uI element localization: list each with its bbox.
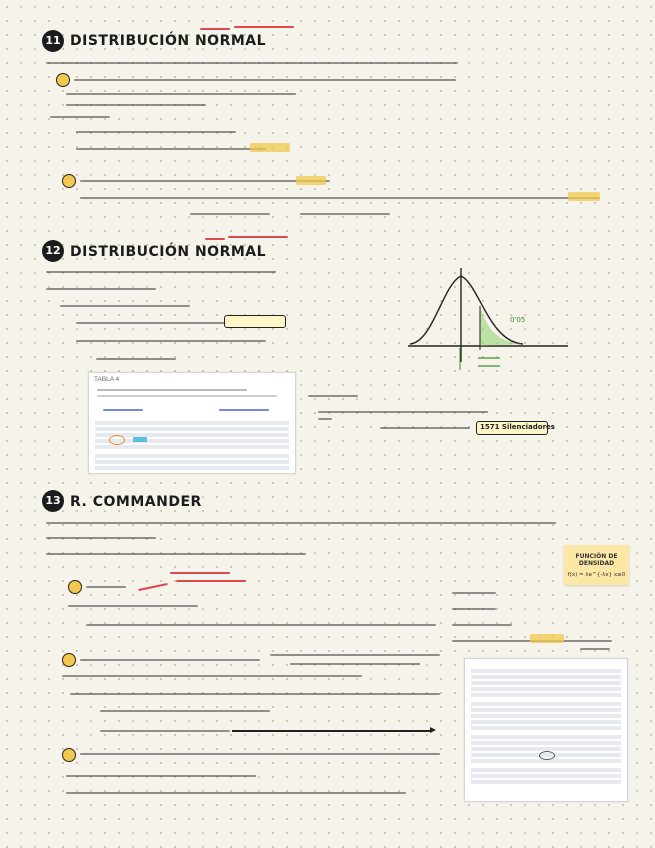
table-1-grid: [471, 669, 621, 786]
handwritten-line: [70, 693, 440, 695]
handwritten-line: [46, 522, 556, 524]
section-11-badge: 11: [42, 30, 64, 52]
handwritten-line: [80, 197, 600, 199]
highlighted-value: [250, 143, 290, 152]
table-subtitle-stroke: [97, 395, 277, 397]
handwritten-line: [452, 624, 512, 626]
red-note-line: [228, 236, 288, 238]
highlighted-value: [568, 192, 600, 201]
highlighted-value: [296, 176, 326, 185]
circled-cell-mark: [539, 751, 555, 760]
handwritten-line: [190, 213, 270, 215]
red-note-line: [170, 572, 230, 574]
table-1-image: [464, 658, 628, 802]
section-13-title: R. COMMANDER: [70, 494, 202, 510]
handwritten-line: [380, 427, 470, 429]
handwritten-line: [50, 116, 110, 118]
item-c-marker: [62, 748, 76, 762]
sticky-note-formula: f(x) = λe^{-λx} x≥0: [567, 572, 626, 578]
handwritten-line: [46, 62, 458, 64]
red-arrow-stroke: [138, 583, 168, 591]
handwritten-line: [66, 104, 206, 106]
handwritten-line: [76, 340, 266, 342]
item-b-marker: [62, 653, 76, 667]
blue-cell-mark: [133, 437, 147, 442]
handwritten-line: [46, 271, 276, 273]
arrow-to-table: [232, 730, 432, 732]
handwritten-line: [318, 418, 332, 420]
handwritten-line: [452, 608, 496, 610]
normal-curve-graph: [398, 262, 573, 382]
handwritten-line: [580, 648, 610, 650]
handwritten-line: [270, 654, 440, 656]
red-note-line: [205, 238, 225, 240]
handwritten-line: [290, 663, 420, 665]
answer-box-label: 1571 Silenciadores: [480, 423, 555, 431]
handwritten-line: [80, 753, 440, 755]
table-4-image: [88, 372, 296, 474]
section-12-title: DISTRIBUCIÓN NORMAL: [70, 244, 267, 260]
table-4-caption: TABLA 4: [94, 376, 120, 383]
red-note-line: [176, 580, 246, 582]
handwritten-line: [74, 79, 456, 81]
section-12-badge: 12: [42, 240, 64, 262]
handwritten-line: [80, 659, 260, 661]
bell-curve: [410, 276, 526, 344]
highlighted-value: [530, 634, 564, 643]
section-11-title: DISTRIBUCIÓN NORMAL: [70, 33, 267, 49]
table-subtitle-stroke: [97, 389, 247, 391]
handwritten-line: [308, 395, 358, 397]
handwritten-line: [86, 624, 436, 626]
handwritten-line: [80, 180, 330, 182]
handwritten-line: [60, 305, 190, 307]
handwritten-line: [66, 93, 296, 95]
handwritten-line: [96, 358, 176, 360]
sticky-note-heading: FUNCIÓN DE DENSIDAD: [575, 553, 618, 567]
handwritten-line: [300, 213, 390, 215]
handwritten-line: [68, 605, 198, 607]
orange-circle-mark: [109, 435, 125, 445]
handwritten-line: [100, 710, 270, 712]
handwritten-line: [66, 792, 406, 794]
handwritten-line: [46, 288, 156, 290]
blue-annotation-stroke: [219, 409, 269, 411]
red-note-line: [200, 28, 230, 30]
table-4-grid: [95, 421, 289, 472]
handwritten-line: [76, 131, 236, 133]
handwritten-line: [76, 148, 266, 150]
handwritten-line: [46, 553, 306, 555]
handwritten-line: [318, 411, 488, 413]
blue-annotation-stroke: [103, 409, 143, 411]
handwritten-line: [66, 775, 256, 777]
answer-box: [476, 421, 555, 435]
item-a-marker: [56, 73, 70, 87]
handwritten-line: [452, 592, 496, 594]
red-note-line: [234, 26, 294, 28]
shaded-area-label: 0'05: [510, 316, 526, 324]
sticky-note: [564, 545, 629, 585]
handwritten-line: [86, 586, 126, 588]
handwritten-line: [62, 675, 362, 677]
section-13-badge: 13: [42, 490, 64, 512]
handwritten-line: [46, 537, 156, 539]
handwritten-line: [100, 730, 230, 732]
boxed-value: [224, 315, 286, 328]
item-a-marker: [68, 580, 82, 594]
item-b-marker: [62, 174, 76, 188]
